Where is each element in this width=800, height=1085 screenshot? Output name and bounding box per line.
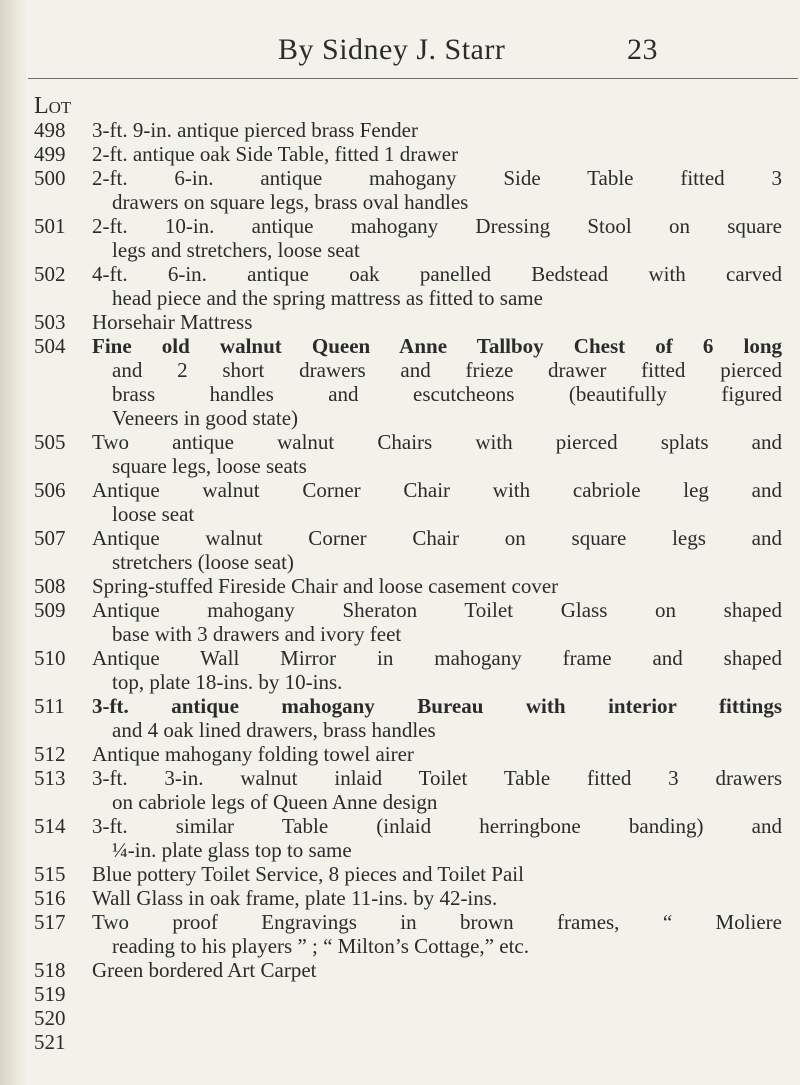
- lot-description-continuation: square legs, loose seats: [112, 454, 307, 478]
- lot-number: 516: [34, 886, 66, 910]
- lot-number: 515: [34, 862, 66, 886]
- lot-description-line: 2-ft. antique oak Side Table, fitted 1 drawer: [92, 142, 459, 166]
- lot-description-line: Two proof Engravings in brown frames, “ Moliere: [92, 910, 782, 934]
- lot-description-continuation: head piece and the spring mattress as fitted to same: [112, 286, 543, 310]
- lot-description-empty: [92, 1006, 782, 1030]
- lot-number: 507: [34, 526, 66, 550]
- lot-description-line: Antique mahogany folding towel airer: [92, 742, 414, 766]
- lot-number: 519: [34, 982, 66, 1006]
- lot-description-continuation: drawers on square legs, brass oval handles: [112, 190, 469, 214]
- lot-number: 509: [34, 598, 66, 622]
- lot-number-spacer: [34, 790, 84, 814]
- lot-description-line: 3-ft. 3-in. walnut inlaid Toilet Table fitted 3 drawers: [92, 766, 782, 790]
- lot-description-line: 2-ft. 6-in. antique mahogany Side Table fitted 3: [92, 166, 782, 190]
- description-header-spacer: [92, 94, 782, 118]
- lot-number-spacer: [34, 382, 84, 406]
- lot-number-spacer: [34, 838, 84, 862]
- lot-number: 504: [34, 334, 66, 358]
- lot-description-continuation: ¼-in. plate glass top to same: [112, 838, 352, 862]
- lot-description-line: 4-ft. 6-in. antique oak panelled Bedstead with carved: [92, 262, 782, 286]
- lot-description-continuation: legs and stretchers, loose seat: [112, 238, 360, 262]
- lot-description-line: Spring-stuffed Fireside Chair and loose casement cover: [92, 574, 559, 598]
- lot-number-spacer: [34, 238, 84, 262]
- lot-number: 518: [34, 958, 66, 982]
- lot-number-spacer: [34, 718, 84, 742]
- lot-number: 506: [34, 478, 66, 502]
- lot-description-line: Green bordered Art Carpet: [92, 958, 317, 982]
- lot-number-spacer: [34, 622, 84, 646]
- lot-description-line: Blue pottery Toilet Service, 8 pieces and Toilet Pail: [92, 862, 524, 886]
- lot-number: 502: [34, 262, 66, 286]
- lot-description-line: Wall Glass in oak frame, plate 11-ins. by 42-ins.: [92, 886, 498, 910]
- lot-description-line: Horsehair Mattress: [92, 310, 253, 334]
- lot-number: 512: [34, 742, 66, 766]
- lot-number: 510: [34, 646, 66, 670]
- lot-description-empty: [92, 982, 782, 1006]
- lot-number: 503: [34, 310, 66, 334]
- lot-number: 501: [34, 214, 66, 238]
- lot-description-continuation: reading to his players ” ; “ Milton’s Cottage,” etc.: [112, 934, 529, 958]
- lot-number-spacer: [34, 934, 84, 958]
- page-edge-shadow: [0, 0, 28, 1085]
- lot-description-line: Antique Wall Mirror in mahogany frame and shaped: [92, 646, 782, 670]
- lot-description-continuation: on cabriole legs of Queen Anne design: [112, 790, 438, 814]
- lot-description-line: 2-ft. 10-in. antique mahogany Dressing Stool on square: [92, 214, 782, 238]
- lot-description-continuation: stretchers (loose seat): [112, 550, 294, 574]
- lot-description-line: 3-ft. antique mahogany Bureau with interior fittings: [92, 694, 782, 718]
- lot-number: 505: [34, 430, 66, 454]
- lot-description-line: Antique walnut Corner Chair with cabriole leg and: [92, 478, 782, 502]
- header-rule: [28, 78, 798, 79]
- lot-number-spacer: [34, 358, 84, 382]
- lot-number: 513: [34, 766, 66, 790]
- lot-number-spacer: [34, 670, 84, 694]
- lot-number-spacer: [34, 406, 84, 430]
- lot-description-continuation: brass handles and escutcheons (beautifully figured: [112, 382, 782, 406]
- lot-description-line: Fine old walnut Queen Anne Tallboy Chest of 6 long: [92, 334, 782, 358]
- lot-number: 498: [34, 118, 66, 142]
- lot-number-column: [34, 94, 84, 1054]
- lot-description-continuation: base with 3 drawers and ivory feet: [112, 622, 402, 646]
- header-title: By Sidney J. Starr: [278, 33, 506, 66]
- lot-column-header: Lot: [34, 93, 72, 119]
- lot-description-line: 3-ft. 9-in. antique pierced brass Fender: [92, 118, 418, 142]
- lot-number: 521: [34, 1030, 66, 1054]
- lot-description-empty: [92, 1030, 782, 1054]
- lot-number: 508: [34, 574, 66, 598]
- lot-number-spacer: [34, 190, 84, 214]
- lot-number-spacer: [34, 502, 84, 526]
- lot-number: 500: [34, 166, 66, 190]
- lot-number-spacer: [34, 454, 84, 478]
- lot-number: 520: [34, 1006, 66, 1030]
- lot-description-continuation: loose seat: [112, 502, 195, 526]
- lot-number: 511: [34, 694, 65, 718]
- page-number: 23: [627, 33, 658, 66]
- lot-description-continuation: top, plate 18-ins. by 10-ins.: [112, 670, 343, 694]
- lot-description-continuation: Veneers in good state): [112, 406, 299, 430]
- lot-description-line: Antique mahogany Sheraton Toilet Glass on shaped: [92, 598, 782, 622]
- lot-description-line: Two antique walnut Chairs with pierced splats and: [92, 430, 782, 454]
- lot-description-line: Antique walnut Corner Chair on square legs and: [92, 526, 782, 550]
- lot-description-continuation: and 2 short drawers and frieze drawer fitted pierced: [112, 358, 782, 382]
- lot-description-continuation: and 4 oak lined drawers, brass handles: [112, 718, 436, 742]
- page-header: [278, 30, 658, 70]
- lot-number-spacer: [34, 550, 84, 574]
- lot-description-line: 3-ft. similar Table (inlaid herringbone banding) and: [92, 814, 782, 838]
- lot-number-spacer: [34, 286, 84, 310]
- lot-number: 517: [34, 910, 66, 934]
- lot-number: 514: [34, 814, 66, 838]
- lot-number: 499: [34, 142, 66, 166]
- description-column: [92, 94, 782, 1054]
